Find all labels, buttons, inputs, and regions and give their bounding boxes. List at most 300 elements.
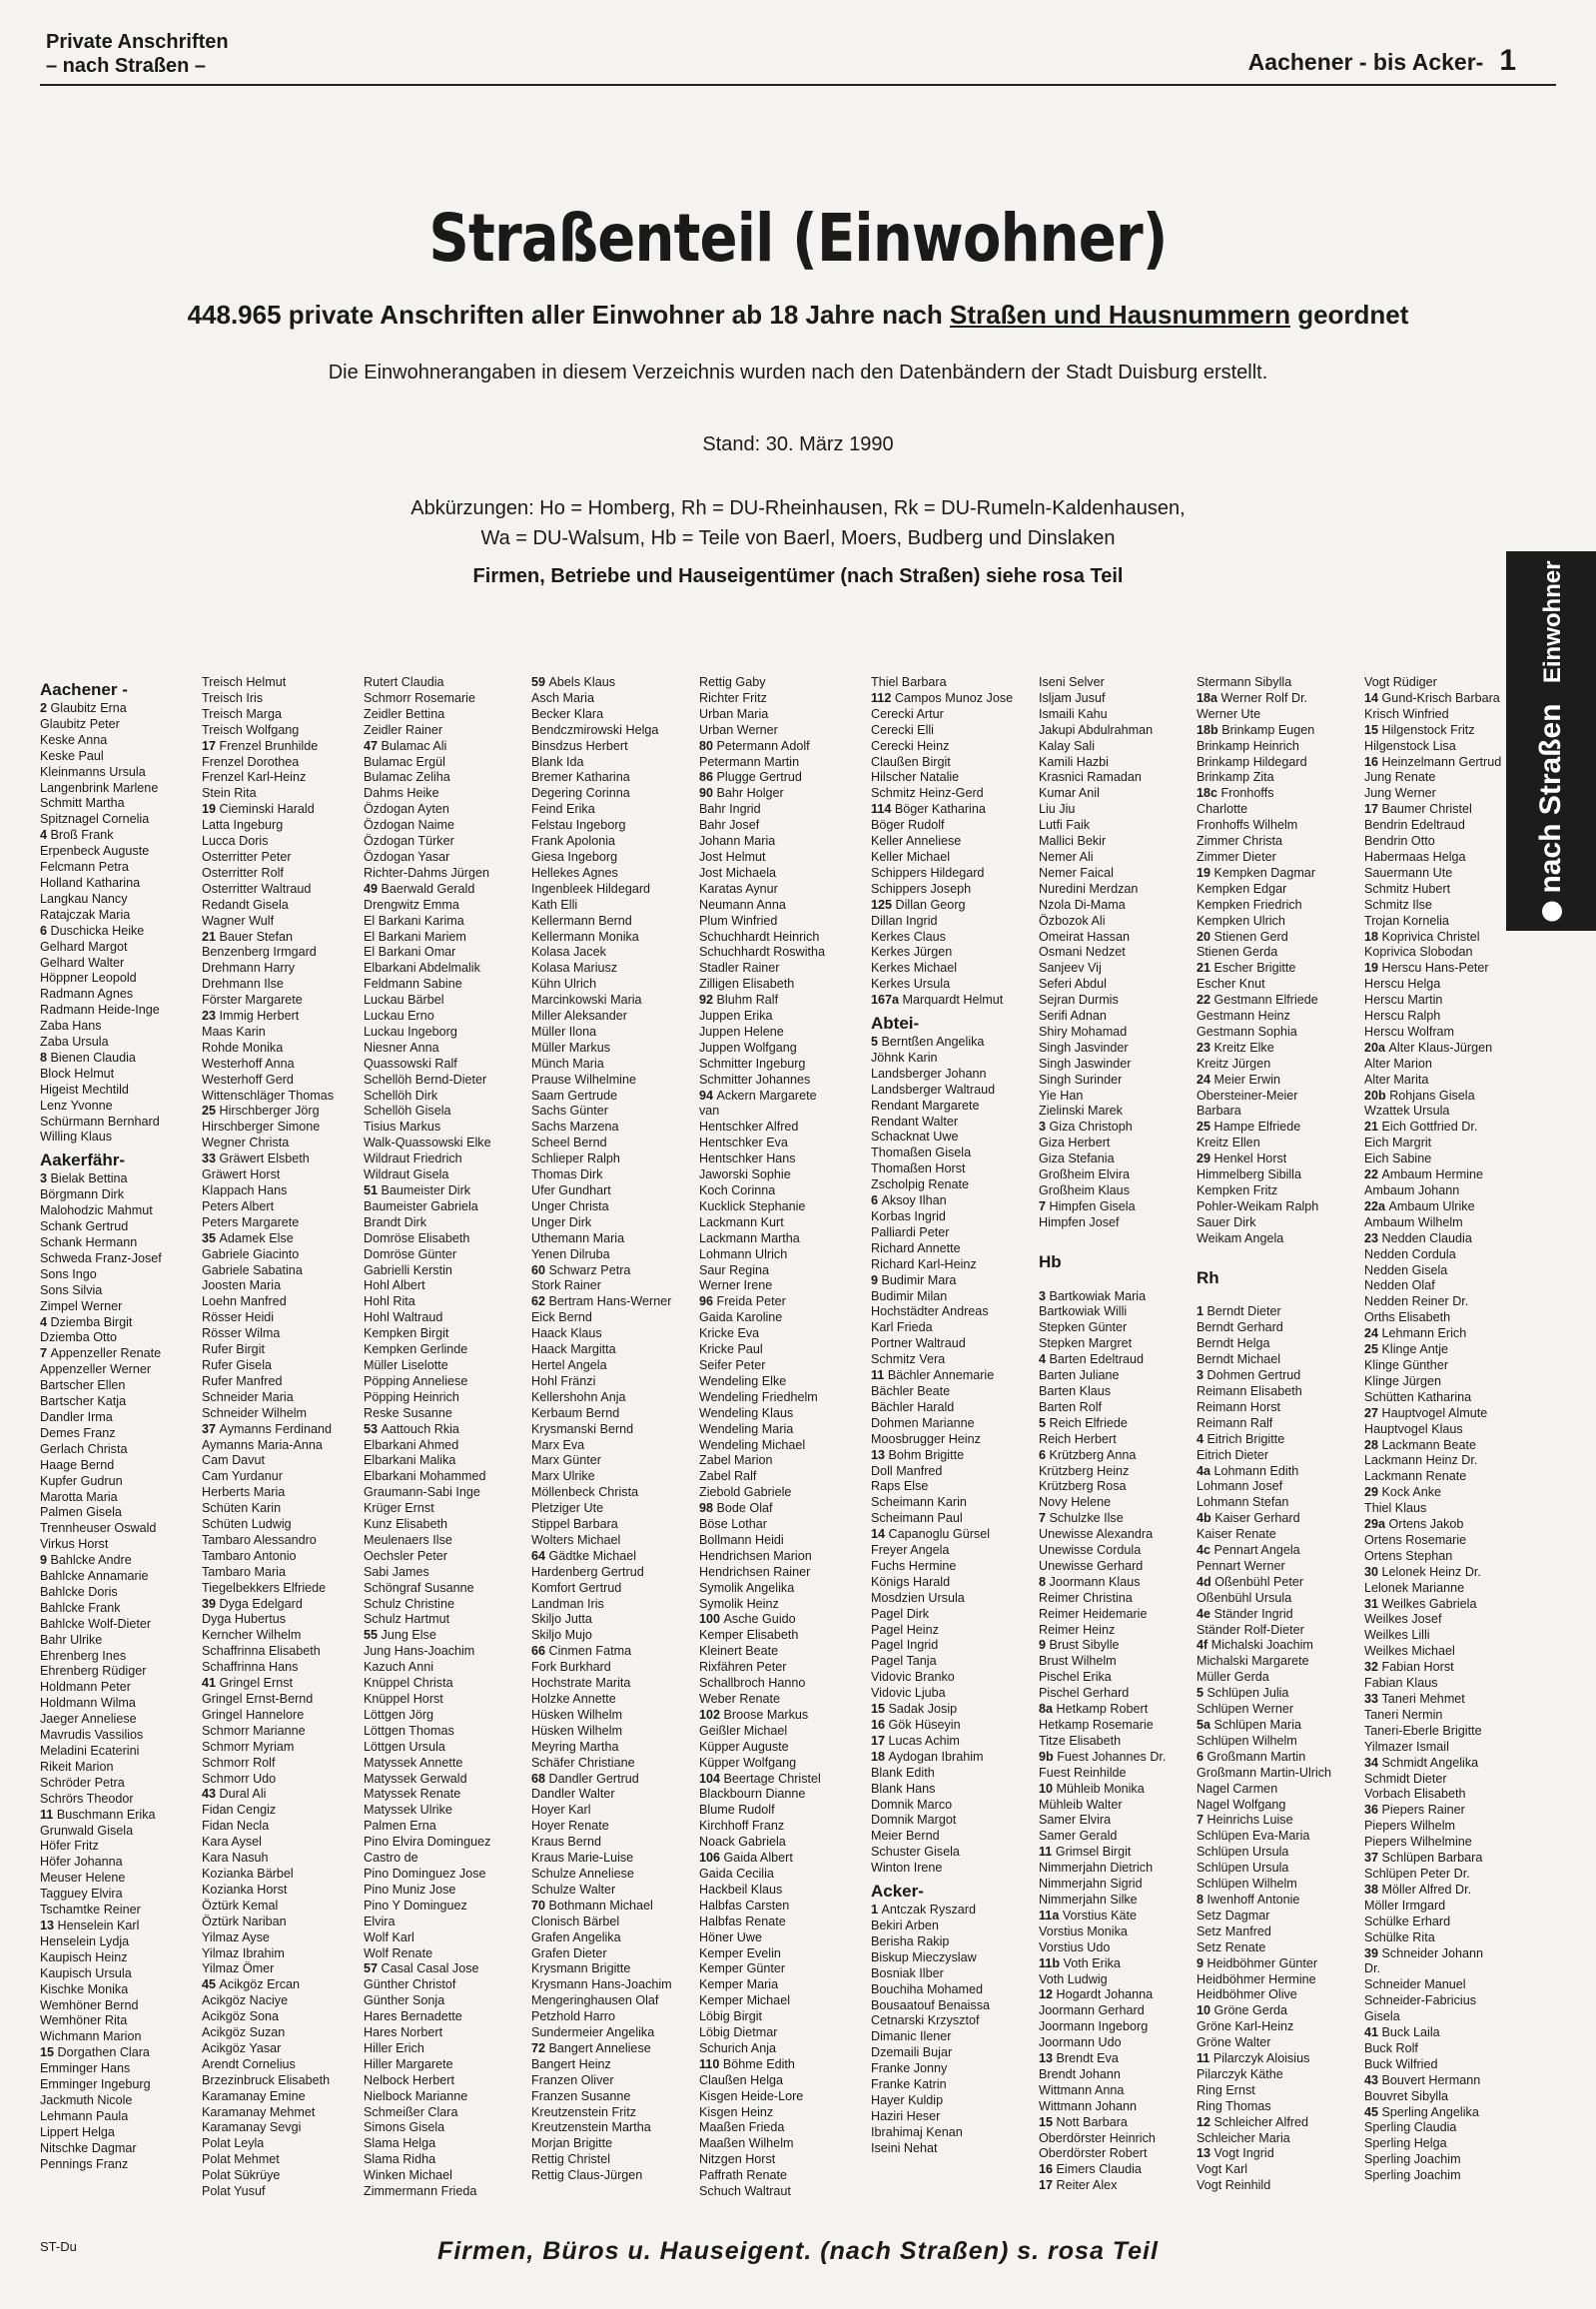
resident-entry: Gringel Hannelore [202, 1707, 305, 1722]
resident-entry: Kamili Hazbi [1039, 754, 1109, 769]
resident-entry: Weber Renate [699, 1692, 780, 1706]
resident-entry: 29a Ortens Jakob [1364, 1517, 1464, 1532]
resident-entry: Alter Marita [1364, 1072, 1429, 1087]
resident-entry: Rixfähren Peter [699, 1660, 787, 1675]
resident-entry: Mühleib Walter [1039, 1797, 1123, 1812]
resident-entry: 28 Lackmann Beate [1364, 1437, 1477, 1452]
resident-entry: Raps Else [871, 1479, 929, 1494]
resident-entry: Stork Rainer [531, 1278, 601, 1293]
resident-entry: Palmen Erna [364, 1819, 436, 1834]
abbreviations-line1: Abkürzungen: Ho = Homberg, Rh = DU-Rheinhausen, Rk = DU-Rumeln-Kaldenhausen, [410, 497, 1186, 519]
resident-entry: 11 Buschmann Erika [40, 1807, 156, 1822]
resident-entry: Lippert Helga [40, 2124, 115, 2139]
resident-entry: Gerlach Christa [40, 1441, 128, 1456]
resident-entry: Kempken Fritz [1197, 1183, 1278, 1197]
resident-entry: Gelhard Margot [40, 939, 128, 954]
resident-entry: Gräwert Horst [202, 1167, 281, 1182]
resident-entry: 4c Pennart Angela [1197, 1543, 1300, 1558]
resident-entry: Ehrenberg Ines [40, 1648, 127, 1663]
resident-entry: Bächler Harald [871, 1399, 955, 1414]
resident-entry: Luckau Ingeborg [364, 1024, 457, 1039]
resident-entry: Quassowski Ralf [364, 1056, 457, 1071]
resident-entry: Kaupisch Heinz [40, 1949, 128, 1964]
resident-entry: Dandler Irma [40, 1409, 113, 1424]
resident-entry: Pino Dominguez Jose [364, 1866, 486, 1881]
resident-entry: Claußen Birgit [871, 754, 951, 769]
resident-entry: Kreitz Jürgen [1197, 1056, 1271, 1071]
resident-entry: Brzezinbruck Elisabeth [202, 2072, 331, 2087]
resident-entry: 14 Capanoglu Gürsel [871, 1527, 991, 1542]
resident-entry: Gabriele Sabatina [202, 1262, 303, 1277]
resident-entry: Drehmann Harry [202, 961, 296, 976]
resident-entry: Domnik Margot [871, 1813, 957, 1828]
resident-entry: 14 Gund-Krisch Barbara [1364, 690, 1500, 705]
resident-entry: Prause Wilhelmine [531, 1072, 636, 1087]
resident-entry: Asch Maria [531, 690, 594, 705]
resident-entry: 18b Brinkamp Eugen [1197, 722, 1315, 737]
resident-entry: Weikam Angela [1197, 1230, 1284, 1245]
resident-entry: Kempken Friedrich [1197, 897, 1302, 912]
resident-entry: Yenen Dilruba [531, 1246, 610, 1261]
resident-entry: Kempken Edgar [1197, 881, 1287, 896]
resident-entry: Kunz Elisabeth [364, 1517, 448, 1532]
resident-entry: Redandt Gisela [202, 897, 289, 912]
resident-entry: Jost Michaela [699, 865, 776, 880]
resident-entry: 10 Mühleib Monika [1039, 1781, 1145, 1796]
resident-entry: 4e Ständer Ingrid [1197, 1606, 1293, 1621]
resident-entry: Bartscher Ellen [40, 1378, 126, 1393]
resident-entry: Schulze Walter [531, 1882, 616, 1897]
resident-entry: Matyssek Renate [364, 1787, 461, 1802]
resident-entry: Gaida Cecilia [699, 1866, 774, 1881]
resident-entry: Sejran Durmis [1039, 993, 1119, 1008]
resident-entry: Fuest Reinhilde [1039, 1765, 1127, 1780]
resident-entry: 11 Bächler Annemarie [871, 1368, 995, 1383]
resident-entry: Hentschker Eva [699, 1136, 788, 1151]
resident-entry: Thiel Barbara [871, 675, 947, 689]
resident-entry: Urban Maria [699, 706, 769, 721]
resident-entry: 1 Berndt Dieter [1197, 1304, 1281, 1319]
resident-entry: Lutfi Faik [1039, 818, 1091, 833]
header-left-line2: – nach Straßen – [46, 55, 207, 77]
resident-entry: Schüten Karin [202, 1501, 282, 1516]
resident-entry: 7 Appenzeller Renate [40, 1346, 162, 1361]
resident-entry: Hendrichsen Rainer [699, 1564, 811, 1579]
resident-entry: 43 Dural Ali [202, 1787, 267, 1802]
resident-entry: Loehn Manfred [202, 1294, 287, 1309]
resident-entry: Schlüpen Wilhelm [1197, 1733, 1297, 1748]
resident-entry: Samer Gerald [1039, 1829, 1118, 1844]
resident-entry: Bangert Heinz [531, 2056, 611, 2071]
resident-entry: Unewisse Alexandra [1039, 1527, 1154, 1542]
resident-entry: Bouchiha Mohamed [871, 1981, 984, 1996]
resident-entry: Winken Michael [364, 2168, 452, 2183]
resident-entry: Ambaum Johann [1364, 1183, 1460, 1197]
resident-entry: Hayer Kuldip [871, 2092, 944, 2107]
resident-entry: 60 Schwarz Petra [531, 1262, 631, 1277]
resident-entry: Shiry Mohamad [1039, 1024, 1128, 1039]
resident-entry: Bächler Beate [871, 1383, 951, 1398]
resident-entry: Franzen Oliver [531, 2072, 614, 2087]
resident-entry: 57 Casal Casal Jose [364, 1961, 479, 1976]
resident-entry: Radmann Agnes [40, 987, 134, 1002]
resident-entry: Müller Liselotte [364, 1357, 448, 1372]
resident-entry: 12 Schleicher Alfred [1197, 2114, 1309, 2129]
resident-entry: Degering Corinna [531, 786, 630, 801]
resident-entry: Tiegelbekkers Elfriede [202, 1580, 327, 1595]
resident-entry: Wolf Renate [364, 1945, 433, 1960]
resident-entry: Gisela [1364, 2009, 1400, 2024]
resident-entry: Schippers Hildegard [871, 865, 985, 880]
resident-entry: Müller Ilona [531, 1024, 597, 1039]
resident-entry: Werner Ute [1197, 706, 1261, 721]
resident-entry: Kreutzenstein Martha [531, 2120, 651, 2135]
resident-entry: Slama Helga [364, 2136, 436, 2151]
resident-entry: Domnik Marco [871, 1797, 953, 1812]
resident-entry: Freyer Angela [871, 1543, 950, 1558]
resident-entry: Jöhnk Karin [871, 1050, 938, 1065]
resident-entry: Spitznagel Cornelia [40, 812, 150, 827]
resident-entry: Jakupi Abdulrahman [1039, 722, 1154, 737]
directory-column [1364, 675, 1526, 2184]
resident-entry: 3 Bartkowiak Maria [1039, 1288, 1147, 1303]
resident-entry: Appenzeller Werner [40, 1362, 152, 1377]
resident-entry: Weilkes Michael [1364, 1644, 1455, 1659]
resident-entry: Cerecki Artur [871, 706, 944, 721]
resident-entry: Fidan Cengiz [202, 1803, 277, 1818]
resident-entry: 43 Bouvert Hermann [1364, 2072, 1481, 2087]
resident-entry: 2 Glaubitz Erna [40, 701, 127, 715]
resident-entry: 19 Herscu Hans-Peter [1364, 961, 1489, 976]
resident-entry: Holzke Annette [531, 1692, 616, 1706]
resident-entry: Bahr Ulrike [40, 1632, 103, 1647]
resident-entry: 4 Barten Edeltraud [1039, 1352, 1145, 1367]
resident-entry: Pagel Ingrid [871, 1638, 939, 1653]
resident-entry: Hoyer Renate [531, 1819, 609, 1834]
resident-entry: Marcinkowski Maria [531, 993, 642, 1008]
header-range: Aachener - bis Acker- [1247, 49, 1484, 75]
resident-entry: Schäfer Christiane [531, 1755, 635, 1770]
resident-entry: 5 Schlüpen Julia [1197, 1686, 1289, 1701]
resident-entry: Schaffrinna Hans [202, 1660, 299, 1675]
resident-entry: Wittmann Anna [1039, 2082, 1125, 2097]
resident-entry: Yilmazer Ismail [1364, 1739, 1449, 1754]
resident-entry: Wemhöner Rita [40, 2013, 128, 2028]
resident-entry: Mengeringhausen Olaf [531, 1993, 659, 2008]
resident-entry: Osmani Nedzet [1039, 945, 1126, 960]
resident-entry: Schneider Maria [202, 1389, 294, 1404]
resident-entry: 6 Krützberg Anna [1039, 1447, 1137, 1462]
resident-entry: 15 Sadak Josip [871, 1702, 958, 1717]
running-header-left [46, 30, 229, 78]
resident-entry: Singh Jaswinder [1039, 1056, 1132, 1071]
resident-entry: 10 Gröne Gerda [1197, 2003, 1288, 2018]
resident-entry: 16 Heinzelmann Gertrud [1364, 754, 1502, 769]
resident-entry: Buck Rolf [1364, 2040, 1418, 2055]
resident-entry: 55 Jung Else [364, 1628, 436, 1643]
resident-entry: Rettig Christel [531, 2152, 611, 2167]
resident-entry: Gestmann Heinz [1197, 1009, 1290, 1024]
resident-entry: 39 Schneider Johann [1364, 1945, 1484, 1960]
resident-entry: Kath Elli [531, 897, 578, 912]
resident-entry: Emminger Hans [40, 2061, 131, 2076]
resident-entry: Nimmerjahn Sigrid [1039, 1877, 1143, 1892]
resident-entry: Cam Davut [202, 1453, 265, 1468]
resident-entry: Herscu Wolfram [1364, 1024, 1455, 1039]
resident-entry: Benzenberg Irmgard [202, 945, 317, 960]
resident-entry: Berndt Helga [1197, 1336, 1270, 1351]
resident-entry: Schmitter Ingeburg [699, 1056, 806, 1071]
resident-entry: Rufer Gisela [202, 1357, 272, 1372]
resident-entry: Vorstius Udo [1039, 1939, 1111, 1954]
resident-entry: Stermann Sibylla [1197, 675, 1292, 689]
resident-entry: Kempken Birgit [364, 1326, 449, 1341]
resident-entry: Schmorr Udo [202, 1771, 277, 1786]
resident-entry: Alter Marion [1364, 1056, 1432, 1071]
resident-entry: Rendant Margarete [871, 1098, 980, 1113]
resident-entry: Sanjeev Vij [1039, 961, 1102, 976]
resident-entry: Kaiser Renate [1197, 1527, 1276, 1542]
resident-entry: Haziri Heser [871, 2108, 941, 2123]
resident-entry: Königs Harald [871, 1574, 951, 1589]
resident-entry: Komfort Gertrud [531, 1580, 622, 1595]
resident-entry: Kerkes Claus [871, 929, 946, 944]
resident-entry: Herscu Martin [1364, 993, 1443, 1008]
resident-entry: Karamanay Sevgi [202, 2120, 302, 2135]
resident-entry: Schülke Rita [1364, 1929, 1435, 1944]
resident-entry: Kirchhoff Franz [699, 1819, 785, 1834]
resident-entry: Reich Herbert [1039, 1431, 1117, 1446]
resident-entry: 3 Giza Christoph [1039, 1120, 1133, 1135]
resident-entry: Dzemaili Bujar [871, 2045, 953, 2060]
resident-entry: Osterritter Waltraud [202, 881, 312, 896]
resident-entry: Wagner Wulf [202, 913, 275, 928]
resident-entry: 70 Bothmann Michael [531, 1898, 653, 1913]
resident-entry: Setz Dagmar [1197, 1908, 1270, 1923]
resident-entry: 29 Henkel Horst [1197, 1152, 1287, 1166]
resident-entry: Reimann Horst [1197, 1399, 1280, 1414]
resident-entry: Hendrichsen Marion [699, 1548, 812, 1563]
resident-entry: Jung Werner [1364, 786, 1436, 801]
resident-entry: Dohmen Marianne [871, 1415, 975, 1430]
resident-entry: Franke Jonny [871, 2061, 948, 2076]
resident-entry: Krützberg Heinz [1039, 1463, 1130, 1478]
resident-entry: Höfer Fritz [40, 1839, 99, 1854]
resident-entry: Holdmann Peter [40, 1680, 132, 1695]
resident-entry: Unger Dirk [531, 1214, 592, 1229]
resident-entry: Ehrenberg Rüdiger [40, 1664, 147, 1679]
resident-entry: Joormann Udo [1039, 2035, 1122, 2050]
resident-entry: 21 Escher Brigitte [1197, 961, 1296, 976]
resident-entry: Singh Jasvinder [1039, 1040, 1129, 1055]
resident-entry: Schröder Petra [40, 1775, 125, 1790]
resident-entry: Kolasa Jacek [531, 945, 606, 960]
resident-entry: 11 Pilarczyk Aloisius [1197, 2051, 1310, 2066]
resident-entry: El Barkani Mariem [364, 929, 466, 944]
resident-entry: Polat Mehmet [202, 2152, 280, 2167]
resident-entry: 36 Piepers Rainer [1364, 1803, 1465, 1818]
resident-entry: Zscholpig Renate [871, 1177, 970, 1192]
resident-entry: Schneider-Fabricius [1364, 1993, 1476, 2008]
resident-entry: Schulz Hartmut [364, 1612, 450, 1627]
resident-entry: Schmorr Marianne [202, 1723, 306, 1738]
resident-entry: Eich Margrit [1364, 1136, 1432, 1151]
resident-entry: Matyssek Annette [364, 1755, 463, 1770]
resident-entry: 17 Frenzel Brunhilde [202, 738, 319, 753]
resident-entry: van [699, 1104, 720, 1119]
resident-entry: Ambaum Wilhelm [1364, 1214, 1463, 1229]
resident-entry: Matyssek Gerwald [364, 1771, 467, 1786]
resident-entry: 80 Petermann Adolf [699, 738, 810, 753]
resident-entry: Moosbrugger Heinz [871, 1431, 981, 1446]
resident-entry: 66 Cinmen Fatma [531, 1644, 632, 1659]
resident-entry: Nzola Di-Mama [1039, 897, 1126, 912]
resident-entry: Kazuch Anni [364, 1660, 434, 1675]
resident-entry: Niesner Anna [364, 1040, 439, 1055]
resident-entry: Dyga Hubertus [202, 1612, 286, 1627]
resident-entry: Stepken Günter [1039, 1320, 1128, 1335]
street-heading: Aakerfähr- [40, 1151, 126, 1170]
resident-entry: Schneider Wilhelm [202, 1405, 307, 1420]
resident-entry: 4d Oßenbühl Peter [1197, 1574, 1304, 1589]
resident-entry: Dimanic Ilener [871, 2029, 952, 2044]
resident-entry: Tschamtke Reiner [40, 1903, 141, 1918]
resident-entry: Wittmann Johann [1039, 2098, 1138, 2113]
resident-entry: Stienen Gerda [1197, 945, 1278, 960]
resident-entry: Kricke Paul [699, 1342, 763, 1357]
resident-entry: Hetkamp Rosemarie [1039, 1718, 1154, 1732]
resident-entry: Nedden Olaf [1364, 1278, 1435, 1293]
resident-entry: 16 Gök Hüseyin [871, 1718, 961, 1732]
resident-entry: Nuredini Merdzan [1039, 881, 1139, 896]
resident-entry: Schmitter Johannes [699, 1072, 811, 1087]
resident-entry: Kellermann Bernd [531, 913, 632, 928]
resident-entry: Charlotte [1197, 802, 1248, 817]
resident-entry: Haack Klaus [531, 1326, 602, 1341]
resident-entry: Kempken Ulrich [1197, 913, 1285, 928]
resident-entry: Dr. [1364, 1961, 1381, 1976]
resident-entry: Tambaro Alessandro [202, 1532, 317, 1547]
resident-entry: 62 Bertram Hans-Werner [531, 1294, 672, 1309]
resident-entry: Eitrich Dieter [1197, 1447, 1269, 1462]
resident-entry: Krasnici Ramadan [1039, 770, 1142, 785]
resident-entry: Wildraut Friedrich [364, 1152, 462, 1166]
resident-entry: Nagel Carmen [1197, 1781, 1278, 1796]
resident-entry: Blank Ida [531, 754, 584, 769]
resident-entry: Kolasa Mariusz [531, 961, 618, 976]
resident-entry: Ring Ernst [1197, 2082, 1255, 2097]
resident-entry: 9 Brust Sibylle [1039, 1638, 1120, 1653]
street-heading: Acker- [871, 1882, 924, 1902]
resident-entry: 1 Antczak Ryszard [871, 1903, 976, 1918]
resident-entry: Kleinert Beate [699, 1644, 779, 1659]
resident-entry: Kozianka Horst [202, 1882, 288, 1897]
resident-entry: Korbas Ingrid [871, 1209, 946, 1223]
resident-entry: Osterritter Rolf [202, 865, 284, 880]
tab-line2: nach Straßen [1534, 703, 1567, 894]
resident-entry: Taneri Nermin [1364, 1707, 1443, 1722]
resident-entry: Marx Ulrike [531, 1469, 595, 1484]
resident-entry: Higeist Mechtild [40, 1082, 129, 1097]
resident-entry: Bendrin Otto [1364, 834, 1435, 849]
section-tab-text [1534, 560, 1568, 921]
resident-entry: Hauptvogel Klaus [1364, 1421, 1463, 1436]
resident-entry: Zielinski Marek [1039, 1104, 1123, 1119]
resident-entry: Vogt Rüdiger [1364, 675, 1437, 689]
resident-entry: 8a Hetkamp Robert [1039, 1702, 1149, 1717]
resident-entry: Vorbach Elisabeth [1364, 1787, 1466, 1802]
resident-entry: 6 Aksoy Ilhan [871, 1193, 947, 1208]
footer-note: Firmen, Büros u. Hauseigent. (nach Straßen) s. rosa Teil [437, 2237, 1159, 2265]
resident-entry: Schöngraf Susanne [364, 1580, 474, 1595]
resident-entry: 45 Acikgöz Ercan [202, 1977, 301, 1992]
resident-entry: Miller Aleksander [531, 1009, 627, 1024]
resident-entry: Acikgöz Suzan [202, 2025, 286, 2040]
resident-entry: Berndt Michael [1197, 1352, 1280, 1367]
resident-entry: 29 Kock Anke [1364, 1485, 1442, 1500]
resident-entry: Yilmaz Ömer [202, 1961, 275, 1976]
resident-entry: 110 Böhme Edith [699, 2056, 795, 2071]
resident-entry: Hellekes Agnes [531, 865, 618, 880]
resident-entry: 4 Eitrich Brigitte [1197, 1431, 1285, 1446]
resident-entry: Krisch Winfried [1364, 706, 1449, 721]
resident-entry: Berndt Gerhard [1197, 1320, 1283, 1335]
resident-entry: Brendt Johann [1039, 2066, 1121, 2081]
resident-entry: Keller Michael [871, 849, 951, 864]
resident-entry: Bahlcke Annamarie [40, 1569, 149, 1584]
resident-entry: Pohler-Weikam Ralph [1197, 1198, 1319, 1213]
resident-entry: Landsberger Waltraud [871, 1082, 996, 1097]
resident-entry: Schaffrinna Elisabeth [202, 1644, 321, 1659]
resident-entry: Yilmaz Ibrahim [202, 1945, 285, 1960]
resident-entry: Zeidler Rainer [364, 722, 443, 737]
resident-entry: Wendeling Maria [699, 1421, 794, 1436]
resident-entry: Wolters Michael [531, 1532, 621, 1547]
resident-entry: Zeidler Bettina [364, 706, 445, 721]
resident-entry: Thomaßen Horst [871, 1161, 966, 1176]
resident-entry: Stippel Barbara [531, 1517, 618, 1532]
resident-entry: Gelhard Walter [40, 955, 125, 970]
resident-entry: Berisha Rakip [871, 1933, 950, 1948]
resident-entry: Hochstädter Andreas [871, 1304, 989, 1319]
resident-entry: Herberts Maria [202, 1485, 286, 1500]
resident-entry: Pagel Heinz [871, 1622, 939, 1637]
resident-entry: Frank Apolonia [531, 834, 616, 849]
resident-entry: Reimer Heidemarie [1039, 1606, 1148, 1621]
resident-entry: Scheel Bernd [531, 1136, 607, 1151]
resident-entry: Holland Katharina [40, 875, 141, 890]
resident-entry: Gaida Karoline [699, 1310, 783, 1325]
resident-entry: Acikgöz Naciye [202, 1993, 289, 2008]
resident-entry: Kerbaum Bernd [531, 1405, 620, 1420]
resident-entry: 94 Ackern Margarete [699, 1088, 817, 1103]
resident-entry: Lackmann Martha [699, 1230, 800, 1245]
resident-entry: Blume Rudolf [699, 1803, 775, 1818]
resident-entry: Elbarkani Malika [364, 1453, 456, 1468]
resident-entry: Kerkes Ursula [871, 977, 951, 992]
resident-entry: Sachs Marzena [531, 1120, 619, 1135]
resident-entry: Gestmann Sophia [1197, 1024, 1297, 1039]
resident-entry: 4 Dziemba Birgit [40, 1314, 133, 1329]
resident-entry: 12 Hogardt Johanna [1039, 1987, 1154, 2002]
resident-entry: Nitzgen Horst [699, 2152, 776, 2167]
street-heading: Aachener - [40, 680, 128, 699]
header-rule [40, 84, 1556, 86]
resident-entry: Nemer Ali [1039, 849, 1094, 864]
resident-entry: Özdogan Türker [364, 834, 454, 849]
resident-entry: Karamanay Mehmet [202, 2104, 316, 2119]
running-header-right [1248, 44, 1516, 78]
